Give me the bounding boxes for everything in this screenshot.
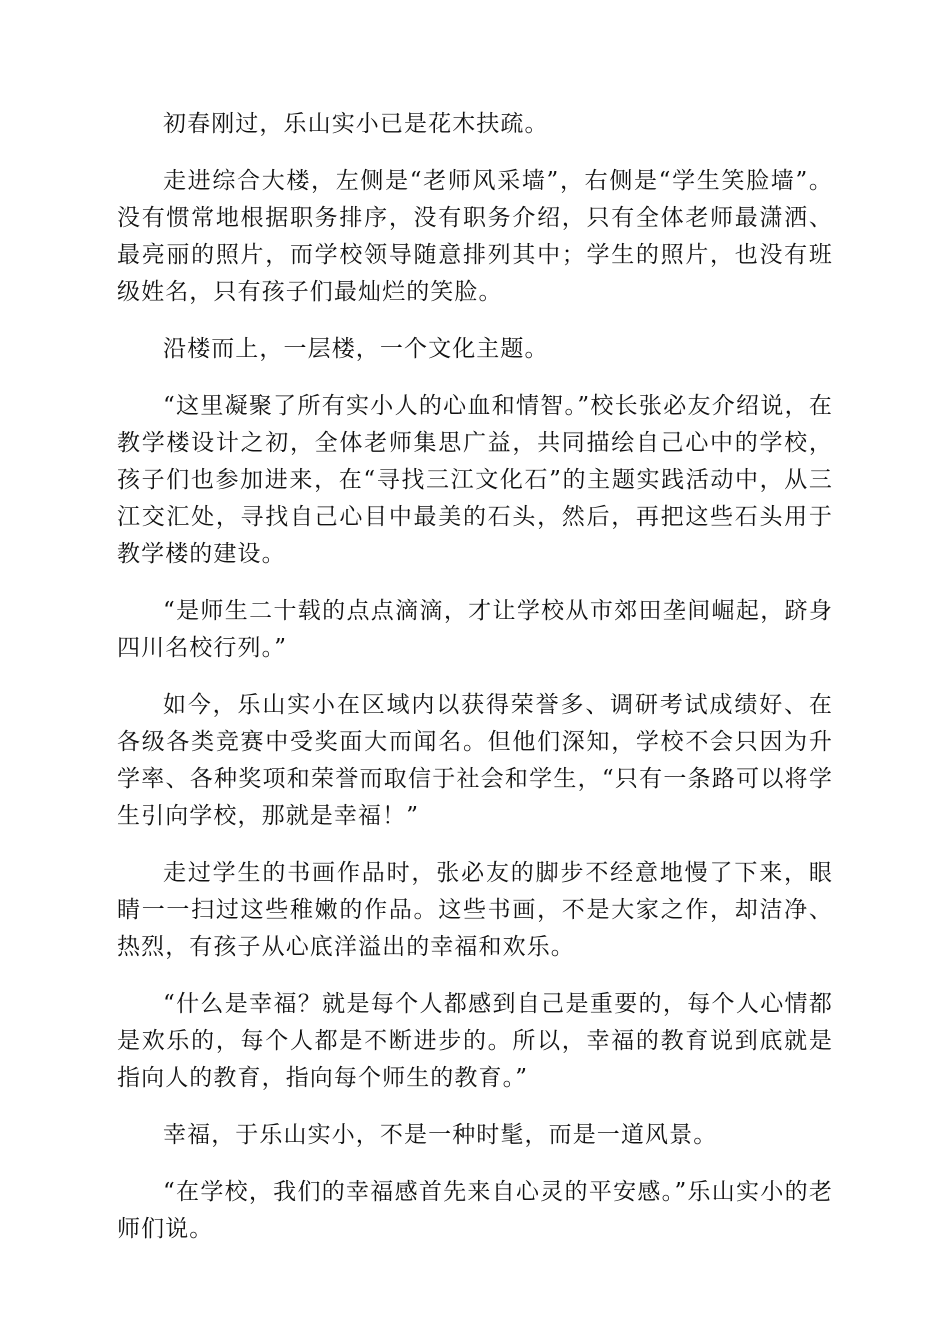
article-body <box>117 106 833 1268</box>
paragraph-10: “在学校，我们的幸福感首先来自心灵的平安感。”乐山实小的老师们说。 <box>117 1179 833 1242</box>
paragraph-6: 如今，乐山实小在区域内以获得荣誉多、调研考试成绩好、在各级各类竞赛中受奖面大而闻名。但他们深知，学校不会只因为升学率、各种奖项和荣誉而取信于社会和学生，“只有一条路可以将学生引向学校，那就是幸福！” <box>117 692 833 829</box>
paragraph-8: “什么是幸福？就是每个人都感到自己是重要的，每个人心情都是欢乐的，每个人都是不断进步的。所以，幸福的教育说到底就是指向人的教育，指向每个师生的教育。” <box>117 991 833 1091</box>
paragraph-4: “这里凝聚了所有实小人的心血和情智。”校长张必友介绍说，在教学楼设计之初，全体老师集思广益，共同描绘自己心中的学校，孩子们也参加进来，在“寻找三江文化石”的主题实践活动中，从三江交汇处，寻找自己心目中最美的石头，然后，再把这些石头用于教学楼的建设。 <box>117 393 833 567</box>
paragraph-1: 初春刚过，乐山实小已是花木扶疏。 <box>163 111 549 137</box>
paragraph-3: 沿楼而上，一层楼，一个文化主题。 <box>163 336 549 362</box>
paragraph-7: 走过学生的书画作品时，张必友的脚步不经意地慢了下来，眼睛一一扫过这些稚嫩的作品。这些书画，不是大家之作，却洁净、热烈，有孩子从心底洋溢出的幸福和欢乐。 <box>117 860 833 960</box>
paragraph-2: 走进综合大楼，左侧是“老师风采墙”，右侧是“学生笑脸墙”。没有惯常地根据职务排序，没有职务介绍，只有全体老师最潇洒、最亮丽的照片，而学校领导随意排列其中；学生的照片，也没有班级姓名，只有孩子们最灿烂的笑脸。 <box>117 168 833 305</box>
paragraph-5: “是师生二十载的点点滴滴，才让学校从市郊田垄间崛起，跻身四川名校行列。” <box>117 598 833 661</box>
paragraph-9: 幸福，于乐山实小，不是一种时髦，而是一道风景。 <box>163 1122 718 1148</box>
